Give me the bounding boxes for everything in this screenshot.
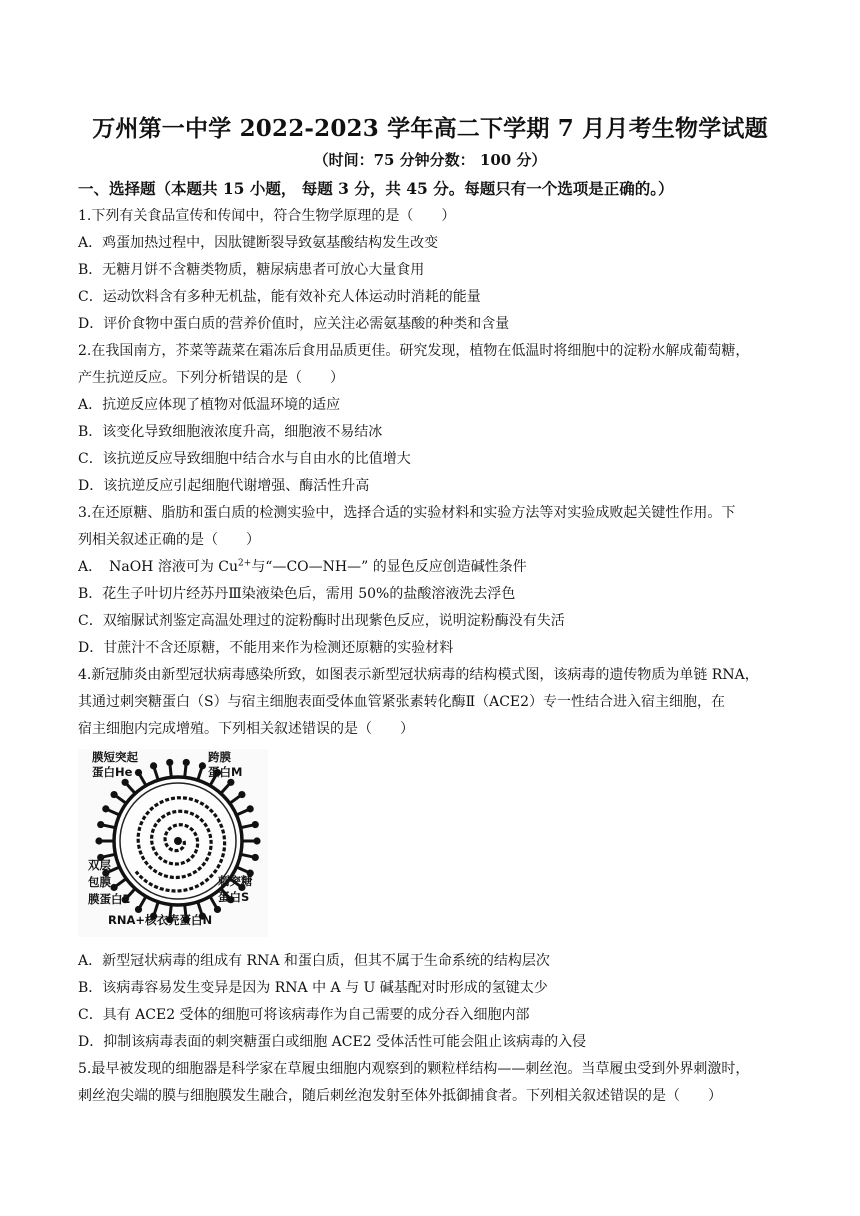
label-e-line-3: 膜蛋白E: [88, 892, 131, 906]
option-a-text-start: A． NaOH 溶液可为 Cu: [78, 559, 239, 575]
coronavirus-structure-diagram: [78, 749, 268, 937]
question-2-stem-line-2: 产生抗逆反应。下列分析错误的是（ ）: [78, 370, 344, 386]
question-3-option-b: B．花生子叶切片经苏丹Ⅲ染液染色后，需用 50%的盐酸溶液洗去浮色: [78, 586, 516, 602]
page-title: 万州第一中学 2022-2023 学年高二下学期 7 月月考生物学试题: [92, 115, 768, 142]
question-4-option-b: B．该病毒容易发生变异是因为 RNA 中 A 与 U 碱基配对时形成的氢键太少: [78, 980, 548, 996]
question-3-option-c: C．双缩脲试剂鉴定高温处理过的淀粉酶时出现紫色反应，说明淀粉酶没有失活: [78, 613, 565, 629]
spike-head: [227, 779, 234, 786]
spike-head: [238, 791, 245, 798]
question-4-option-a: A．新型冠状病毒的组成有 RNA 和蛋白质，但其不属于生命系统的结构层次: [78, 953, 550, 969]
label-rna-nucleocapsid: RNA+核衣壳蛋白N: [108, 913, 213, 927]
spike-head: [102, 805, 109, 812]
question-2-option-d: D．该抗逆反应引起细胞代谢增强、酶活性升高: [78, 478, 370, 494]
spike-head: [199, 762, 206, 769]
question-4-stem-line-1: 4.新冠肺炎由新型冠状病毒感染所致，如图表示新型冠状病毒的结构模式图，该病毒的遗传物质为单链 RNA，: [78, 667, 759, 683]
spike-head: [166, 759, 173, 766]
label-he-line-1: 膜短突起: [92, 750, 138, 764]
question-4-option-c: C．具有 ACE2 受体的细胞可将该病毒作为自己需要的成分吞入细胞内部: [78, 1007, 530, 1023]
spike-head: [135, 769, 142, 776]
question-5-stem-line-1: 5.最早被发现的细胞器是科学家在草履虫细胞内观察到的颗粒样结构——刺丝泡。当草履虫受到外界刺激时，: [78, 1061, 750, 1077]
spike-head: [247, 805, 254, 812]
spike-head: [97, 821, 104, 828]
spike-head: [252, 854, 259, 861]
spike-head: [253, 837, 260, 844]
question-2-option-a: A．抗逆反应体现了植物对低温环境的适应: [78, 397, 341, 413]
spike-head: [110, 884, 117, 891]
label-he-line-2: 蛋白He: [92, 765, 133, 779]
label-e-line-2: 包膜: [88, 875, 111, 889]
label-e-line-1: 双层: [88, 858, 111, 872]
spike-head: [150, 762, 157, 769]
label-s-line-1: 刺突糖: [218, 874, 253, 888]
label-s-line-2: 蛋白S: [218, 890, 250, 904]
question-4-stem-line-2: 其通过刺突糖蛋白（S）与宿主细胞表面受体血管紧张素转化酶Ⅱ（ACE2）专一性结合进入宿主细胞，在: [78, 694, 726, 710]
core-dot: [174, 837, 182, 845]
question-1-option-a: A．鸡蛋加热过程中，因肽键断裂导致氨基酸结构发生改变: [78, 235, 439, 251]
spike-stalk: [185, 765, 186, 777]
option-a-text-end: 与“—CO—NH—” 的显色反应创造碱性条件: [251, 559, 527, 575]
exam-info: （时间：75 分钟分数： 100 分）: [313, 151, 547, 169]
spike-head: [110, 791, 117, 798]
spike-head: [135, 906, 142, 913]
spike-head: [214, 906, 221, 913]
question-2-option-c: C．该抗逆反应导致细胞中结合水与自由水的比值增大: [78, 451, 411, 467]
copper-charge-superscript: 2+: [238, 558, 252, 569]
spike-stalk: [170, 765, 171, 777]
question-1-option-b: B．无糖月饼不含糖类物质，糖尿病患者可放心大量食用: [78, 262, 425, 278]
question-1-stem: 1.下列有关食品宣传和传闻中，符合生物学原理的是（ ）: [78, 208, 456, 224]
question-2-option-b: B．该变化导致细胞液浓度升高，细胞液不易结冰: [78, 424, 383, 440]
question-5-stem-line-2: 刺丝泡尖端的膜与细胞膜发生融合，随后刺丝泡发射至体外抵御捕食者。下列相关叙述错误的是（ ）: [78, 1088, 722, 1104]
spike-head: [252, 821, 259, 828]
spike-head: [122, 779, 129, 786]
question-1-option-d: D．评价食物中蛋白质的营养价值时，应关注必需氨基酸的种类和含量: [78, 316, 510, 332]
spike-head: [95, 837, 102, 844]
label-m-line-1: 跨膜: [208, 750, 231, 764]
spike-head: [183, 759, 190, 766]
question-1-option-c: C．运动饮料含有多种无机盐，能有效补充人体运动时消耗的能量: [78, 289, 481, 305]
question-3-stem-line-1: 3.在还原糖、脂肪和蛋白质的检测实验中，选择合适的实验材料和实验方法等对实验成败起关键性作用。下: [78, 505, 736, 521]
label-m-line-2: 蛋白M: [208, 765, 243, 779]
question-4-stem-line-3: 宿主细胞内完成增殖。下列相关叙述错误的是（ ）: [78, 721, 414, 737]
question-2-stem-line-1: 2.在我国南方，芥菜等蔬菜在霜冻后食用品质更佳。研究发现，植物在低温时将细胞中的淀粉水解成葡萄糖，: [78, 343, 750, 359]
section-heading: 一、选择题（本题共 15 小题， 每题 3 分，共 45 分。每题只有一个选项是正确的。）: [78, 179, 674, 198]
question-3-option-a: [78, 556, 527, 576]
question-3-option-d: D．甘蔗汁不含还原糖，不能用来作为检测还原糖的实验材料: [78, 640, 454, 656]
question-3-stem-line-2: 列相关叙述正确的是（ ）: [78, 532, 260, 548]
question-4-option-d: D．抑制该病毒表面的刺突糖蛋白或细胞 ACE2 受体活性可能会阻止该病毒的入侵: [78, 1034, 587, 1050]
